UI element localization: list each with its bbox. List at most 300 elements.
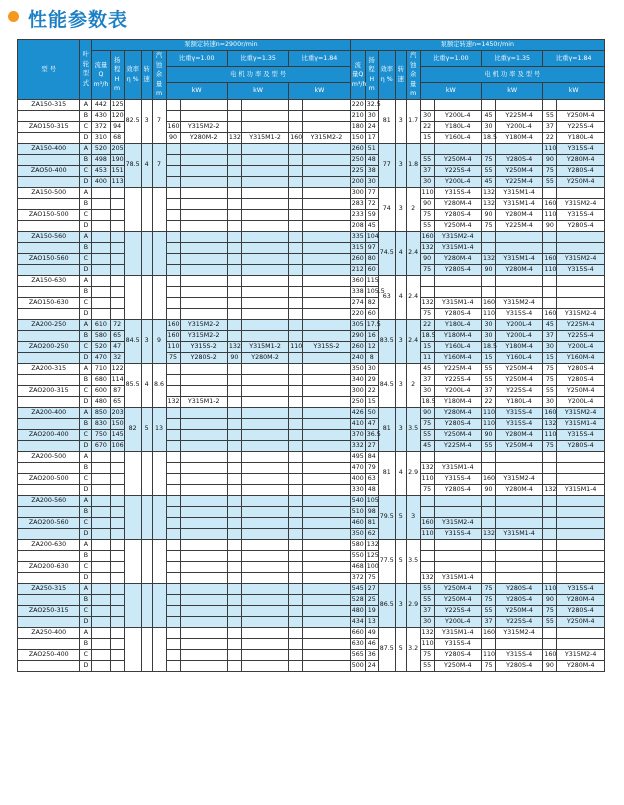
cell-h2: 19 xyxy=(365,605,378,616)
cell-q1 xyxy=(92,187,110,198)
cell-ay3 xyxy=(303,528,350,539)
cell-y3: Y160M-4 xyxy=(557,352,605,363)
cell-q2: 340 xyxy=(350,374,365,385)
cell-s2: 3 xyxy=(395,187,406,231)
cell-y1: Y225S-4 xyxy=(434,374,481,385)
cell-ay1 xyxy=(180,297,227,308)
cell-q1 xyxy=(92,583,110,594)
cell-m xyxy=(18,242,80,253)
cell-k2: 110 xyxy=(481,649,495,660)
cell-h2: 12 xyxy=(365,341,378,352)
cell-e2: 81 xyxy=(378,451,395,495)
cell-h2: 62 xyxy=(365,528,378,539)
cell-h2: 48 xyxy=(365,484,378,495)
header-rot-2: 转速 xyxy=(395,51,406,100)
cell-ay2 xyxy=(241,330,288,341)
header-speed-1450: 泵额定转速n=1450r/min xyxy=(350,40,604,51)
cell-a1 xyxy=(166,462,180,473)
cell-q2: 565 xyxy=(350,649,365,660)
table-row xyxy=(18,605,605,616)
cell-h2: 48 xyxy=(365,154,378,165)
cell-k1: 11 xyxy=(420,352,434,363)
cell-t: A xyxy=(80,451,92,462)
cell-a2 xyxy=(227,198,241,209)
cell-ay1 xyxy=(180,385,227,396)
cell-q1: 850 xyxy=(92,407,110,418)
cell-ay1: Y280S-2 xyxy=(180,352,227,363)
cell-y2: Y315S-4 xyxy=(495,418,542,429)
cell-a1 xyxy=(166,165,180,176)
cell-a1: 75 xyxy=(166,352,180,363)
cell-m xyxy=(18,418,80,429)
cell-a3 xyxy=(289,209,303,220)
cell-h2: 97 xyxy=(365,242,378,253)
cell-ay3 xyxy=(303,517,350,528)
cell-y1: Y250M-4 xyxy=(434,583,481,594)
cell-a1 xyxy=(166,176,180,187)
cell-y2: Y315S-4 xyxy=(495,649,542,660)
cell-a2 xyxy=(227,572,241,583)
header-gravity-2-100: 比重γ=1.00 xyxy=(420,51,481,67)
cell-t: B xyxy=(80,154,92,165)
cell-h2: 60 xyxy=(365,264,378,275)
cell-h1: 125 xyxy=(110,99,124,110)
cell-k3 xyxy=(543,627,557,638)
cell-k3 xyxy=(543,462,557,473)
cell-y2: Y250M-4 xyxy=(495,165,542,176)
cell-q2: 470 xyxy=(350,462,365,473)
cell-y2: Y200L-4 xyxy=(495,319,542,330)
cell-q1 xyxy=(92,550,110,561)
cell-h2: 29 xyxy=(365,374,378,385)
header-kw: kW xyxy=(166,83,227,99)
table-row xyxy=(18,627,605,638)
header-model: 型 号 xyxy=(18,40,80,100)
cell-k3: 37 xyxy=(543,330,557,341)
cell-q2: 220 xyxy=(350,99,365,110)
cell-s1 xyxy=(141,451,152,495)
cell-q2: 332 xyxy=(350,440,365,451)
cell-h2: 84 xyxy=(365,451,378,462)
cell-h2: 30 xyxy=(365,110,378,121)
cell-y2: Y315M1-4 xyxy=(495,187,542,198)
cell-y3 xyxy=(557,187,605,198)
cell-ay1 xyxy=(180,561,227,572)
cell-k1: 132 xyxy=(420,297,434,308)
cell-k3: 30 xyxy=(543,341,557,352)
cell-k1: 15 xyxy=(420,132,434,143)
cell-h1 xyxy=(110,517,124,528)
cell-ay1 xyxy=(180,627,227,638)
cell-k1 xyxy=(420,286,434,297)
cell-a1 xyxy=(166,187,180,198)
cell-e1 xyxy=(124,231,141,275)
cell-y2 xyxy=(495,242,542,253)
cell-n1 xyxy=(152,627,166,671)
cell-a2 xyxy=(227,451,241,462)
cell-t: B xyxy=(80,638,92,649)
cell-e2: 83.5 xyxy=(378,319,395,363)
cell-a3 xyxy=(289,660,303,671)
cell-k2: 75 xyxy=(481,220,495,231)
performance-table xyxy=(17,39,605,672)
cell-k2: 90 xyxy=(481,264,495,275)
table-row xyxy=(18,396,605,407)
cell-y3: Y180L-4 xyxy=(557,132,605,143)
cell-a3 xyxy=(289,352,303,363)
cell-q1 xyxy=(92,220,110,231)
cell-y2: Y180M-4 xyxy=(495,132,542,143)
table-row xyxy=(18,429,605,440)
cell-a1: 110 xyxy=(166,341,180,352)
cell-ay1 xyxy=(180,253,227,264)
cell-k1 xyxy=(420,143,434,154)
cell-a3: 110 xyxy=(289,341,303,352)
cell-t: B xyxy=(80,550,92,561)
cell-s2: 3 xyxy=(395,99,406,143)
cell-t: A xyxy=(80,407,92,418)
cell-a3 xyxy=(289,407,303,418)
header-kw: kW xyxy=(543,83,605,99)
cell-ay2 xyxy=(241,253,288,264)
cell-a2 xyxy=(227,638,241,649)
cell-m xyxy=(18,330,80,341)
cell-y1: Y280M-4 xyxy=(434,198,481,209)
cell-ay2 xyxy=(241,473,288,484)
cell-k1: 55 xyxy=(420,594,434,605)
cell-ay2 xyxy=(241,517,288,528)
cell-k2: 45 xyxy=(481,176,495,187)
cell-a2 xyxy=(227,616,241,627)
cell-t: C xyxy=(80,605,92,616)
cell-ay1 xyxy=(180,506,227,517)
cell-ay1 xyxy=(180,242,227,253)
cell-h2: 38 xyxy=(365,165,378,176)
table-row xyxy=(18,99,605,110)
cell-y1: Y200L-4 xyxy=(434,176,481,187)
cell-ay2 xyxy=(241,121,288,132)
cell-a1 xyxy=(166,572,180,583)
cell-k3: 110 xyxy=(543,143,557,154)
cell-ay1 xyxy=(180,176,227,187)
cell-a3 xyxy=(289,561,303,572)
cell-q1 xyxy=(92,506,110,517)
cell-ay3 xyxy=(303,143,350,154)
cell-q1: 670 xyxy=(92,440,110,451)
cell-m xyxy=(18,484,80,495)
cell-m: ZAO200-630 xyxy=(18,561,80,572)
cell-m: ZA150-500 xyxy=(18,187,80,198)
cell-y2: Y315M2-4 xyxy=(495,627,542,638)
cell-a3 xyxy=(289,385,303,396)
cell-m xyxy=(18,264,80,275)
cell-ay2 xyxy=(241,286,288,297)
cell-ay1 xyxy=(180,660,227,671)
cell-h2: 47 xyxy=(365,418,378,429)
cell-ay1 xyxy=(180,517,227,528)
header-npsh-2: 汽蚀余量 m xyxy=(406,51,420,100)
cell-y2: Y315S-4 xyxy=(495,308,542,319)
cell-y3: Y315M2-4 xyxy=(557,649,605,660)
cell-q2: 240 xyxy=(350,352,365,363)
cell-k2: 30 xyxy=(481,319,495,330)
cell-ay1 xyxy=(180,605,227,616)
cell-q2: 372 xyxy=(350,572,365,583)
cell-t: A xyxy=(80,231,92,242)
cell-a2 xyxy=(227,99,241,110)
cell-ay1 xyxy=(180,187,227,198)
cell-m xyxy=(18,176,80,187)
cell-h1 xyxy=(110,539,124,550)
table-row xyxy=(18,308,605,319)
cell-ay2 xyxy=(241,583,288,594)
cell-a2 xyxy=(227,187,241,198)
cell-q2: 370 xyxy=(350,429,365,440)
cell-h1 xyxy=(110,473,124,484)
cell-k1: 75 xyxy=(420,209,434,220)
table-row xyxy=(18,561,605,572)
cell-a2 xyxy=(227,110,241,121)
cell-a1: 160 xyxy=(166,121,180,132)
cell-q2: 260 xyxy=(350,341,365,352)
cell-a1 xyxy=(166,539,180,550)
table-row xyxy=(18,462,605,473)
cell-s2: 4 xyxy=(395,275,406,319)
table-row xyxy=(18,550,605,561)
cell-s2: 3 xyxy=(395,583,406,627)
cell-k1 xyxy=(420,506,434,517)
cell-e2: 84.5 xyxy=(378,363,395,407)
table-row xyxy=(18,132,605,143)
cell-k1: 110 xyxy=(420,473,434,484)
cell-ay3 xyxy=(303,539,350,550)
cell-h1 xyxy=(110,462,124,473)
cell-ay1 xyxy=(180,275,227,286)
cell-k1: 75 xyxy=(420,264,434,275)
cell-h1 xyxy=(110,198,124,209)
cell-y1: Y180M-4 xyxy=(434,330,481,341)
cell-t: B xyxy=(80,418,92,429)
cell-y3 xyxy=(557,561,605,572)
cell-y3: Y280M-4 xyxy=(557,660,605,671)
cell-h1: 150 xyxy=(110,418,124,429)
cell-k2: 132 xyxy=(481,253,495,264)
cell-ay2 xyxy=(241,594,288,605)
table-row xyxy=(18,253,605,264)
cell-k3 xyxy=(543,528,557,539)
cell-k3 xyxy=(543,561,557,572)
header-gravity-1-100: 比重γ=1.00 xyxy=(166,51,227,67)
cell-k2: 30 xyxy=(481,121,495,132)
cell-k3: 110 xyxy=(543,209,557,220)
cell-y3 xyxy=(557,517,605,528)
cell-ay1 xyxy=(180,110,227,121)
cell-y2 xyxy=(495,561,542,572)
cell-ay1 xyxy=(180,418,227,429)
cell-e1: 85.5 xyxy=(124,363,141,407)
cell-ay3 xyxy=(303,286,350,297)
cell-k2: 110 xyxy=(481,308,495,319)
cell-m: ZA150-315 xyxy=(18,99,80,110)
cell-k1: 110 xyxy=(420,187,434,198)
cell-a1 xyxy=(166,110,180,121)
table-row xyxy=(18,363,605,374)
cell-ay3 xyxy=(303,649,350,660)
cell-q2: 233 xyxy=(350,209,365,220)
cell-y3 xyxy=(557,297,605,308)
cell-a2 xyxy=(227,627,241,638)
cell-n1: 13 xyxy=(152,407,166,451)
cell-t: C xyxy=(80,297,92,308)
cell-h2: 125 xyxy=(365,550,378,561)
cell-y1: Y315S-4 xyxy=(434,473,481,484)
cell-h2: 49 xyxy=(365,627,378,638)
cell-k1: 55 xyxy=(420,220,434,231)
cell-a2 xyxy=(227,396,241,407)
cell-k3: 160 xyxy=(543,407,557,418)
cell-h1 xyxy=(110,506,124,517)
cell-n1: 7 xyxy=(152,99,166,143)
cell-a2: 90 xyxy=(227,352,241,363)
cell-k3 xyxy=(543,539,557,550)
cell-q1 xyxy=(92,627,110,638)
cell-h1 xyxy=(110,286,124,297)
cell-ay3 xyxy=(303,550,350,561)
cell-ay2 xyxy=(241,396,288,407)
cell-a1 xyxy=(166,407,180,418)
bullet-icon xyxy=(8,11,19,22)
cell-h1 xyxy=(110,495,124,506)
cell-q2: 510 xyxy=(350,506,365,517)
cell-y3: Y250M-4 xyxy=(557,110,605,121)
cell-y2: Y280S-4 xyxy=(495,594,542,605)
header-eff-1: 效率η % xyxy=(124,51,141,100)
cell-h2: 82 xyxy=(365,297,378,308)
cell-q1 xyxy=(92,253,110,264)
cell-q1 xyxy=(92,517,110,528)
cell-y3: Y280S-4 xyxy=(557,374,605,385)
cell-t: D xyxy=(80,308,92,319)
cell-s1 xyxy=(141,539,152,583)
cell-a2 xyxy=(227,308,241,319)
cell-s2: 5 xyxy=(395,539,406,583)
cell-y3: Y200L-4 xyxy=(557,341,605,352)
cell-y3: Y280S-4 xyxy=(557,363,605,374)
table-row xyxy=(18,616,605,627)
cell-y3 xyxy=(557,99,605,110)
table-row xyxy=(18,506,605,517)
cell-h1 xyxy=(110,451,124,462)
cell-y1: Y315S-4 xyxy=(434,187,481,198)
cell-h1: 205 xyxy=(110,143,124,154)
cell-q2: 250 xyxy=(350,154,365,165)
cell-ay2 xyxy=(241,176,288,187)
cell-ay2 xyxy=(241,143,288,154)
cell-m: ZA250-315 xyxy=(18,583,80,594)
cell-y2: Y315M2-4 xyxy=(495,473,542,484)
cell-k2 xyxy=(481,286,495,297)
cell-h2: 105.5 xyxy=(365,286,378,297)
cell-m: ZA200-250 xyxy=(18,319,80,330)
cell-y3 xyxy=(557,638,605,649)
cell-ay1 xyxy=(180,143,227,154)
cell-n1: 7 xyxy=(152,143,166,187)
cell-y2 xyxy=(495,286,542,297)
cell-y1: Y280S-4 xyxy=(434,484,481,495)
cell-ay1 xyxy=(180,154,227,165)
cell-a2 xyxy=(227,462,241,473)
cell-h1: 68 xyxy=(110,132,124,143)
cell-m: ZAO50-400 xyxy=(18,165,80,176)
cell-h2: 36 xyxy=(365,649,378,660)
cell-k1: 37 xyxy=(420,165,434,176)
cell-a1 xyxy=(166,583,180,594)
cell-q1 xyxy=(92,539,110,550)
cell-k2: 55 xyxy=(481,440,495,451)
cell-y3 xyxy=(557,506,605,517)
cell-a2 xyxy=(227,649,241,660)
cell-m xyxy=(18,638,80,649)
cell-y2: Y250M-4 xyxy=(495,363,542,374)
cell-a2 xyxy=(227,165,241,176)
cell-k2: 45 xyxy=(481,110,495,121)
cell-a2 xyxy=(227,561,241,572)
cell-s1: 4 xyxy=(141,143,152,187)
cell-ay2 xyxy=(241,638,288,649)
cell-y3 xyxy=(557,539,605,550)
cell-t: B xyxy=(80,594,92,605)
cell-a2 xyxy=(227,220,241,231)
cell-ay3: Y315S-2 xyxy=(303,341,350,352)
cell-q2: 180 xyxy=(350,121,365,132)
cell-h1: 106 xyxy=(110,440,124,451)
cell-q1: 600 xyxy=(92,385,110,396)
cell-k3: 22 xyxy=(543,132,557,143)
cell-t: A xyxy=(80,187,92,198)
cell-y3: Y315S-4 xyxy=(557,429,605,440)
cell-ay3 xyxy=(303,220,350,231)
cell-k3: 45 xyxy=(543,319,557,330)
cell-h1 xyxy=(110,209,124,220)
cell-a1 xyxy=(166,440,180,451)
cell-q1 xyxy=(92,286,110,297)
cell-y3: Y250M-4 xyxy=(557,176,605,187)
cell-k3: 75 xyxy=(543,374,557,385)
cell-t: C xyxy=(80,209,92,220)
cell-a2 xyxy=(227,253,241,264)
cell-k2 xyxy=(481,143,495,154)
cell-ay3 xyxy=(303,308,350,319)
cell-n2: 2.4 xyxy=(406,319,420,363)
cell-k2: 160 xyxy=(481,473,495,484)
cell-k3: 110 xyxy=(543,429,557,440)
cell-k3: 160 xyxy=(543,253,557,264)
cell-m: ZAO150-560 xyxy=(18,253,80,264)
cell-k3: 30 xyxy=(543,396,557,407)
table-row xyxy=(18,264,605,275)
cell-k2: 75 xyxy=(481,660,495,671)
cell-k3 xyxy=(543,297,557,308)
cell-y1 xyxy=(434,99,481,110)
cell-q2: 360 xyxy=(350,275,365,286)
cell-a2 xyxy=(227,209,241,220)
cell-t: C xyxy=(80,165,92,176)
cell-m xyxy=(18,286,80,297)
cell-y1: Y200L-4 xyxy=(434,110,481,121)
cell-s2: 5 xyxy=(395,627,406,671)
cell-a3 xyxy=(289,440,303,451)
cell-y1: Y160L-4 xyxy=(434,341,481,352)
